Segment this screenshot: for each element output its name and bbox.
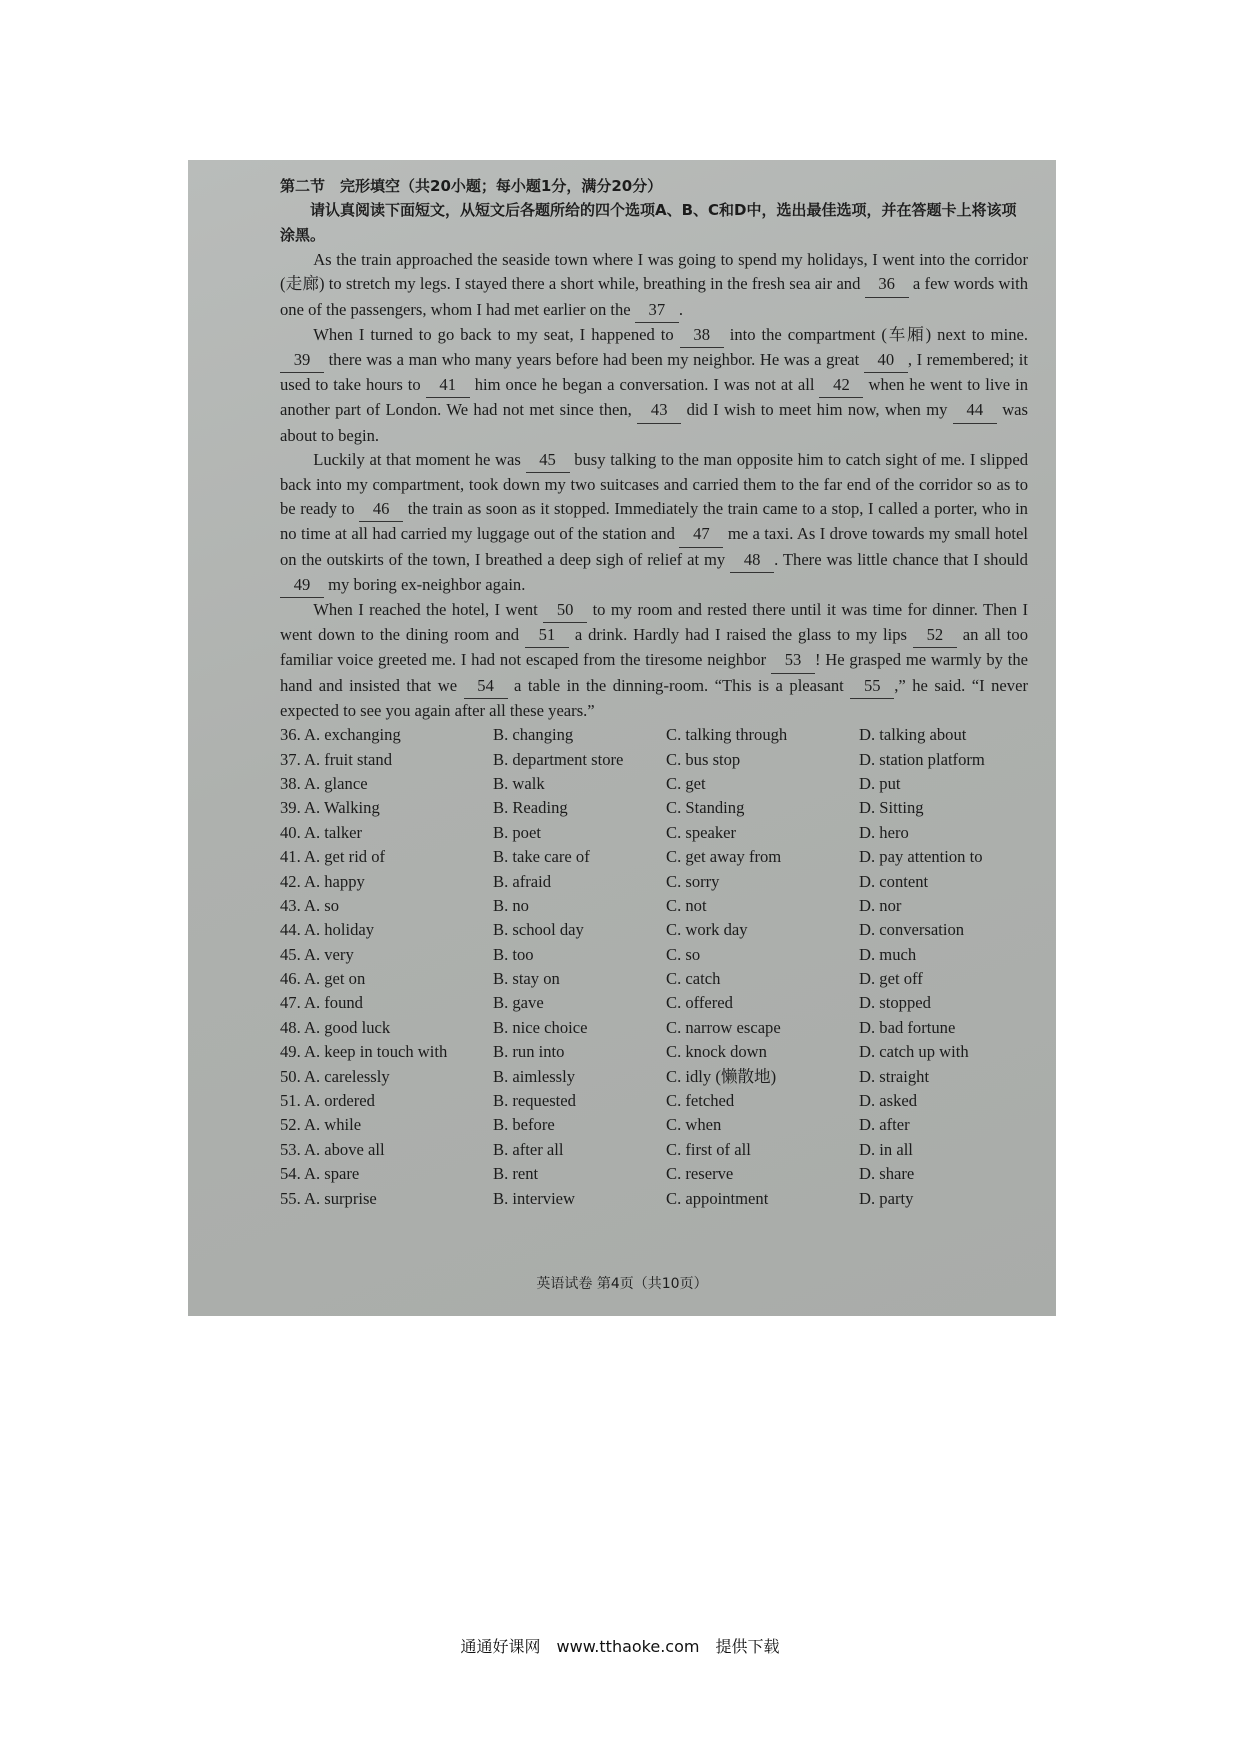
option-a: 55. A. surprise — [280, 1188, 377, 1208]
option-row-46 — [280, 967, 1028, 991]
page-number-footer: 英语试卷 第4页（共10页） — [536, 1276, 708, 1292]
option-a: 53. A. above all — [280, 1139, 385, 1159]
passage-paragraph-3 — [280, 448, 1028, 598]
blank-41: 41 — [426, 373, 470, 398]
blank-38: 38 — [680, 323, 724, 348]
option-a: 38. A. glance — [280, 773, 368, 793]
option-a: 44. A. holiday — [280, 920, 375, 940]
blank-52: 52 — [913, 623, 957, 648]
option-c: C. when — [666, 1115, 722, 1135]
option-row-55 — [280, 1186, 1028, 1210]
passage-text: him once he began a conversation. I was not at all — [469, 375, 820, 395]
option-row-41 — [280, 845, 1028, 869]
option-row-39 — [280, 796, 1028, 820]
option-b: B. department store — [493, 749, 624, 769]
option-a: 39. A. Walking — [280, 798, 380, 818]
blank-53: 53 — [771, 648, 815, 673]
option-c: C. offered — [666, 993, 733, 1013]
option-b: B. poet — [493, 822, 541, 842]
option-c: C. first of all — [666, 1139, 751, 1159]
option-row-45 — [280, 943, 1028, 967]
option-row-52 — [280, 1113, 1028, 1137]
option-a: 50. A. carelessly — [280, 1066, 390, 1086]
option-a: 41. A. get rid of — [280, 847, 386, 867]
option-b: B. after all — [493, 1139, 564, 1159]
option-a: 45. A. very — [280, 944, 354, 964]
blank-48: 48 — [730, 548, 774, 573]
option-a: 42. A. happy — [280, 871, 365, 891]
option-row-36 — [280, 723, 1028, 747]
option-row-43 — [280, 894, 1028, 918]
option-d: D. catch up with — [859, 1042, 969, 1062]
option-a: 54. A. spare — [280, 1164, 360, 1184]
passage-text: busy talking to the man opposite him to catch sight of me. I slipped back into my compartment, took down my two suitcases and carried them to the far end of the corridor so as to be ready to — [280, 449, 1028, 519]
option-c: C. not — [666, 895, 707, 915]
option-d: D. talking about — [859, 725, 967, 745]
option-b: B. no — [493, 895, 529, 915]
option-row-54 — [280, 1162, 1028, 1186]
option-row-53 — [280, 1138, 1028, 1162]
passage-text: When I reached the hotel, I went — [313, 600, 544, 620]
option-b: B. gave — [493, 993, 544, 1013]
passage-text: to my room and rested there until it was time for dinner. Then I went down to the dining room and — [280, 600, 1028, 645]
option-d: D. share — [859, 1164, 915, 1184]
blank-47: 47 — [679, 522, 723, 547]
option-d: D. get off — [859, 969, 923, 989]
option-row-38 — [280, 772, 1028, 796]
option-a: 52. A. while — [280, 1115, 362, 1135]
exam-page-photo — [188, 160, 1056, 1316]
option-row-44 — [280, 918, 1028, 942]
passage-paragraph-2 — [280, 323, 1028, 448]
passage-text: ,” he said. “I never expected to see you again after all these years.” — [280, 675, 1028, 720]
option-d: D. Sitting — [859, 798, 924, 818]
option-c: C. Standing — [666, 798, 745, 818]
option-c: C. appointment — [666, 1188, 769, 1208]
site-download-footer: 通通好课网 www.tthaoke.com 提供下载 — [460, 1637, 780, 1656]
passage-text: When I turned to go back to my seat, I happened to — [313, 324, 680, 344]
passage-text: , I remembered; it used to take hours to — [280, 350, 1028, 395]
blank-44: 44 — [953, 398, 997, 423]
option-row-49 — [280, 1040, 1028, 1064]
option-a: 43. A. so — [280, 895, 340, 915]
passage-paragraph-1 — [280, 248, 1028, 323]
blank-46: 46 — [359, 497, 403, 522]
option-d: D. content — [859, 871, 929, 891]
passage-text: did I wish to meet him now, when my — [681, 400, 953, 420]
option-b: B. interview — [493, 1188, 576, 1208]
option-d: D. bad fortune — [859, 1017, 956, 1037]
option-row-48 — [280, 1016, 1028, 1040]
option-a: 36. A. exchanging — [280, 725, 401, 745]
blank-51: 51 — [525, 623, 569, 648]
option-d: D. pay attention to — [859, 847, 983, 867]
option-b: B. too — [493, 944, 534, 964]
option-c: C. sorry — [666, 871, 720, 891]
option-d: D. in all — [859, 1139, 913, 1159]
option-d: D. asked — [859, 1091, 918, 1111]
passage-text: a drink. Hardly had I raised the glass to my lips — [568, 625, 913, 645]
answer-options-table — [280, 723, 1028, 1211]
option-a: 40. A. talker — [280, 822, 363, 842]
blank-45: 45 — [526, 448, 570, 473]
option-a: 49. A. keep in touch with — [280, 1042, 448, 1062]
option-b: B. take care of — [493, 847, 590, 867]
option-row-37 — [280, 747, 1028, 771]
blank-49: 49 — [280, 573, 324, 598]
blank-39: 39 — [280, 348, 324, 373]
option-a: 37. A. fruit stand — [280, 749, 392, 769]
option-a: 48. A. good luck — [280, 1017, 391, 1037]
blank-43: 43 — [637, 398, 681, 423]
option-c: C. narrow escape — [666, 1017, 781, 1037]
option-a: 47. A. found — [280, 993, 363, 1013]
passage-text: the train as soon as it stopped. Immediately the train came to a stop, I called a porter, who in no time at all had carried my luggage out of the station and — [280, 499, 1028, 544]
passage-text: a few words with one of the passengers, whom I had met earlier on the — [280, 274, 1028, 319]
option-d: D. conversation — [859, 920, 965, 940]
blank-54: 54 — [464, 674, 508, 699]
option-a: 51. A. ordered — [280, 1091, 375, 1111]
instruction: 请认真阅读下面短文，从短文后各题所给的四个选项A、B、C和D中，选出最佳选项，并在答题卡上将该项涂黑。 — [280, 201, 1017, 245]
option-b: B. walk — [493, 773, 545, 793]
blank-50: 50 — [543, 598, 587, 623]
option-b: B. afraid — [493, 871, 552, 891]
option-a: 46. A. get on — [280, 969, 366, 989]
blank-40: 40 — [864, 348, 908, 373]
option-d: D. stopped — [859, 993, 931, 1013]
option-d: D. station platform — [859, 749, 985, 769]
option-d: D. much — [859, 944, 917, 964]
option-row-51 — [280, 1089, 1028, 1113]
option-b: B. nice choice — [493, 1017, 588, 1037]
option-b: B. aimlessly — [493, 1066, 576, 1086]
passage-text: . — [678, 299, 683, 319]
passage-text: Luckily at that moment he was — [313, 449, 526, 469]
option-c: C. bus stop — [666, 749, 741, 769]
passage-paragraph-4 — [280, 598, 1028, 723]
passage-text: ! He grasped me warmly by the hand and insisted that we — [280, 650, 1028, 695]
passage-text: my boring ex-neighbor again. — [324, 574, 526, 594]
passage-text: there was a man who many years before had been my neighbor. He was a great — [324, 350, 864, 370]
blank-42: 42 — [819, 373, 863, 398]
option-c: C. reserve — [666, 1164, 734, 1184]
option-c: C. fetched — [666, 1091, 735, 1111]
option-b: B. before — [493, 1115, 555, 1135]
option-d: D. nor — [859, 895, 902, 915]
passage-text: when he went to live in another part of London. We had not met since then, — [280, 375, 1028, 420]
option-c: C. talking through — [666, 725, 788, 745]
option-row-47 — [280, 991, 1028, 1015]
option-d: D. party — [859, 1188, 914, 1208]
passage-text: an all too familiar voice greeted me. I had not escaped from the tiresome neighbor — [280, 625, 1028, 670]
passage-text: a table in the dinning-room. “This is a pleasant — [507, 675, 851, 695]
option-c: C. catch — [666, 969, 721, 989]
option-b: B. school day — [493, 920, 584, 940]
option-c: C. so — [666, 944, 701, 964]
passage-text: me a taxi. As I drove towards my small hotel on the outskirts of the town, I breathed a deep sigh of relief at my — [280, 524, 1029, 569]
option-b: B. changing — [493, 725, 574, 745]
passage-text: into the compartment (车厢) next to mine. — [723, 324, 1028, 344]
passage-text: was about to begin. — [280, 400, 1028, 445]
option-c: C. speaker — [666, 822, 737, 842]
section-heading: 第二节 完形填空（共20小题；每小题1分，满分20分） — [280, 177, 663, 195]
option-d: D. straight — [859, 1066, 930, 1086]
blank-55: 55 — [850, 674, 894, 699]
option-b: B. run into — [493, 1042, 565, 1062]
option-d: D. put — [859, 773, 901, 793]
option-d: D. hero — [859, 822, 909, 842]
blank-37: 37 — [635, 298, 679, 323]
option-row-40 — [280, 821, 1028, 845]
passage-text: . There was little chance that I should — [774, 549, 1028, 569]
option-c: C. idly (懒散地) — [666, 1066, 777, 1086]
option-b: B. rent — [493, 1164, 539, 1184]
passage-text: As the train approached the seaside town where I was going to spend my holidays, I went into the corridor (走廊) to stretch my legs. I stayed there a short while, breathing in the fresh sea air and — [280, 250, 1028, 294]
option-b: B. stay on — [493, 969, 560, 989]
option-c: C. get — [666, 773, 706, 793]
option-c: C. work day — [666, 920, 748, 940]
option-b: B. Reading — [493, 798, 568, 818]
option-c: C. knock down — [666, 1042, 767, 1062]
option-row-50 — [280, 1065, 1028, 1089]
option-c: C. get away from — [666, 847, 782, 867]
option-d: D. after — [859, 1115, 910, 1135]
option-b: B. requested — [493, 1091, 576, 1111]
option-row-42 — [280, 869, 1028, 893]
blank-36: 36 — [865, 272, 909, 297]
